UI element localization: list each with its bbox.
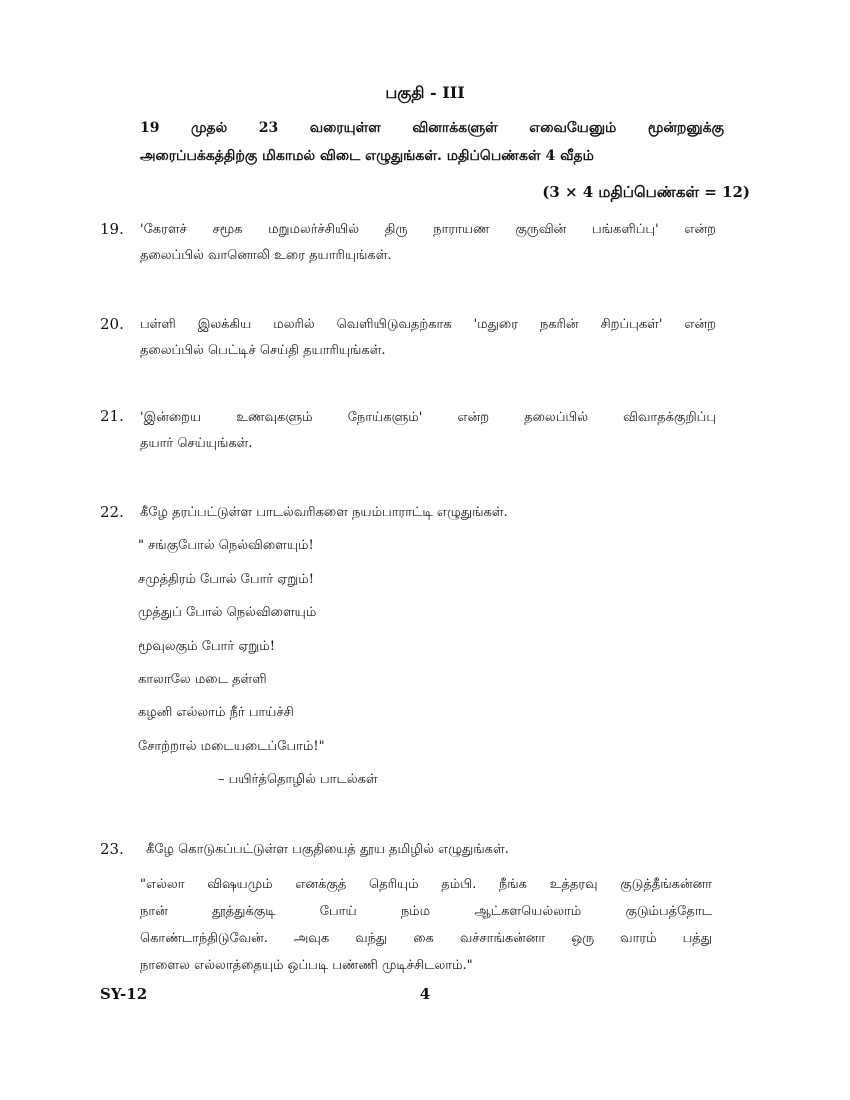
section-title: பகுதி - III	[385, 83, 465, 102]
passage-line: நான் தூத்துக்குடி போய் நம்ம ஆட்களயெல்லாம் குடும்பத்தோட	[140, 904, 712, 919]
paper-code: SY-12	[100, 985, 148, 1003]
question-19-line-2: தலைப்பில் வானொலி உரை தயாரியுங்கள்.	[140, 248, 392, 263]
question-19-number: 19.	[100, 220, 124, 238]
question-21-line-1: 'இன்றைய உணவுகளும் நோய்களும்' என்ற தலைப்பில் விவாதக்குறிப்பு	[140, 410, 716, 425]
question-21-line-2: தயார் செய்யுங்கள்.	[140, 436, 253, 451]
marks-allocation: (3 × 4 மதிப்பெண்கள் = 12)	[542, 183, 750, 201]
poem-line: கழனி எல்லாம் நீர் பாய்ச்சி	[138, 705, 294, 720]
question-20-line-1: பள்ளி இலக்கிய மலரில் வெளியிடுவதற்காக 'மதுரை நகரின் சிறப்புகள்' என்ற	[140, 317, 716, 332]
question-23-line-1: கீழே கொடுகப்பட்டுள்ள பகுதியைத் தூய தமிழில் எழுதுங்கள்.	[146, 842, 509, 857]
poem-line: மூவுலகும் போர் ஏறும்!	[138, 639, 275, 654]
question-22-line-1: கீழே தரப்பட்டுள்ள பாடல்வரிகளை நயம்பாராட்டி எழுதுங்கள்.	[140, 505, 508, 520]
poem-line: " சங்குபோல் நெல்விளையும்!	[138, 538, 314, 553]
poem-line: சமுத்திரம் போல் போர் ஏறும்!	[138, 572, 314, 587]
poem-line: முத்துப் போல் நெல்விளையும்	[138, 605, 317, 620]
question-20-line-2: தலைப்பில் பெட்டிச் செய்தி தயாரியுங்கள்.	[140, 343, 386, 358]
instruction-line-1: 19 முதல் 23 வரையுள்ள வினாக்களுள் எவையேனும் மூன்றனுக்கு	[140, 120, 724, 136]
poem-credit: – பயிர்த்தொழில் பாடல்கள்	[218, 772, 378, 787]
question-22-number: 22.	[100, 503, 124, 521]
question-20-number: 20.	[100, 315, 124, 333]
passage-line: கொண்டாந்திடுவேன். அவுக வந்து கை வச்சாங்கன்னா ஒரு வாரம் பத்து	[140, 931, 712, 946]
page-number: 4	[419, 985, 431, 1003]
question-23-number: 23.	[100, 840, 124, 858]
instruction-line-2: அரைப்பக்கத்திற்கு மிகாமல் விடை எழுதுங்கள். மதிப்பெண்கள் 4 வீதம்	[140, 148, 594, 164]
passage-line: நாளைல எல்லாத்தையும் ஒப்படி பண்ணி முடிச்சிடலாம்."	[140, 958, 473, 973]
passage-line: "எல்லா விஷயமும் எனக்குத் தெரியும் தம்பி. நீங்க உத்தரவு குடுத்தீங்கன்னா	[140, 877, 712, 892]
question-21-number: 21.	[100, 407, 124, 425]
poem-line: காலாலே மடை தள்ளி	[138, 672, 267, 687]
question-19-line-1: 'கேரளச் சமூக மறுமலர்ச்சியில் திரு நாராயண குருவின் பங்களிப்பு' என்ற	[140, 222, 716, 237]
poem-line: சோற்றால் மடையடைப்போம்!"	[138, 739, 325, 754]
